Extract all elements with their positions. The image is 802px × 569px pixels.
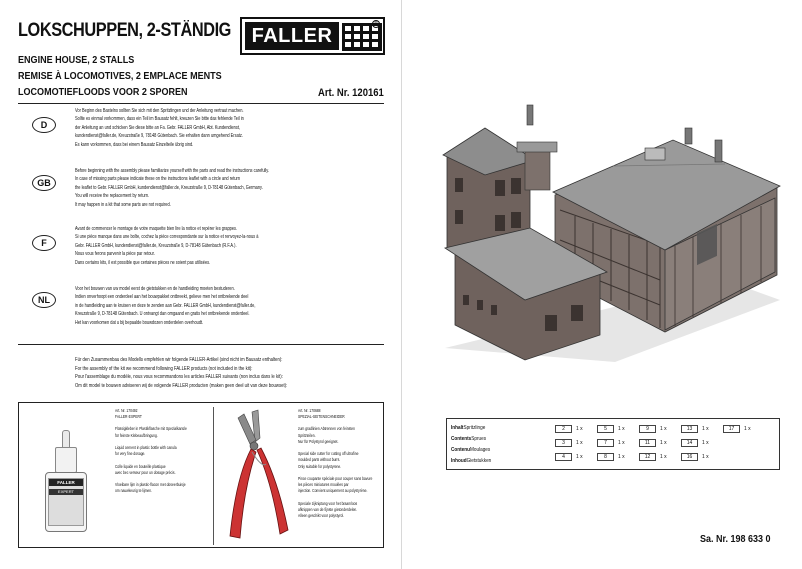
text-line: Before beginning with the assembly please familiarize yourself with the parts and read the instructions carefully. <box>75 168 270 174</box>
sprue-label-bold: Inhoud <box>451 458 467 464</box>
text-line: kundendienst@faller.de, Kreuzstraße 9, 78148 Gütenbach. Sie erhalten dann umgehend Ersatz. <box>75 133 243 140</box>
sprue-label-bold: Inhalt <box>451 425 464 431</box>
text-line: Only suitable for polystyrene. <box>298 463 342 469</box>
text-line: In case of missing parts please indicate these on the instructions leaflet with a circle and return <box>75 176 241 183</box>
sprue-number-cell: 11 <box>639 439 656 447</box>
text-line: for very fine dosage. <box>115 451 146 457</box>
text-line: Voor het bouwen van uw model eerst de gietstukken en de handleiding moeten bestuderen. <box>75 286 235 292</box>
product-1-text <box>115 408 195 495</box>
text-line: It may happen in a kit that some parts are not required. <box>75 201 171 208</box>
sprue-quantity: 1 x <box>702 440 709 446</box>
bottle-label-text: EXPERT <box>49 489 83 495</box>
text-line: Avant de commencer le montage de votre maquette bien lire la notice et repérer les grappes. <box>75 226 238 232</box>
sprue-number-cell: 12 <box>639 453 656 461</box>
text-line: For the assembly of the kit we recommend following FALLER products (not included in the kit): <box>75 365 253 372</box>
text-line: Kreuzstraße 9, D-78148 Gütenbach. U ontvangt dan omgaand en gratis het ontbrekende onderdeel. <box>75 311 250 318</box>
side-cutter-icon <box>222 408 294 543</box>
sprue-quantity: 1 x <box>702 454 709 460</box>
sprue-quantity: 1 x <box>576 426 583 432</box>
product-2-text <box>298 408 378 519</box>
article-number: Art. Nr. 120161 <box>318 87 384 99</box>
subtitle-fr: REMISE À LOCOMOTIVES, 2 EMPLACE MENTS <box>18 70 222 82</box>
sprue-label-nl <box>451 456 541 467</box>
text-line: Pince coupante spéciale pour couper sans bavure <box>298 476 373 482</box>
bottle-label <box>48 478 84 526</box>
text-line: Het kan voorkomen dat u bij bepaalde bouwdozen onderdelen overhoudt. <box>75 319 204 326</box>
text-line: moulded parts without burrs. <box>298 457 341 463</box>
subtitle-en: ENGINE HOUSE, 2 STALLS <box>18 54 135 66</box>
section-divider <box>18 344 384 345</box>
sprue-number-cell: 2 <box>555 425 572 433</box>
sprue-number-cell: 7 <box>597 439 614 447</box>
text-line: Indien onverhoopt een onderdeel aan het bouwpakket ontbreekt, gelieve men het ontbrekende deel <box>75 294 249 301</box>
sprue-contents-table <box>446 418 780 470</box>
text-line: der Anleitung an und schicken Sie diese bitte an Fa. Gebr. FALLER GmbH, Abt. Kundendienst, <box>75 124 241 131</box>
text-line: Flüssigkleber in Plastikflasche mit Spezialkanüle <box>115 426 187 432</box>
subtitle-nl: LOCOMOTIEFLOODS VOOR 2 SPOREN <box>18 86 188 98</box>
product-art-number: Art. Nr. 170688 <box>298 408 321 413</box>
sprue-quantity: 1 x <box>660 454 667 460</box>
sprue-number-cell: 8 <box>597 453 614 461</box>
text-line: Speciale zijkniptang voor het braamloos <box>298 500 358 506</box>
registered-mark-icon: ® <box>372 20 380 28</box>
text-line: Nous vous ferons parvenir la pièce par retour. <box>75 251 155 258</box>
lang-badge-de: D <box>32 117 56 133</box>
text-block-nl <box>75 285 379 327</box>
recommendation-intro <box>75 356 379 390</box>
bottle-nozzle <box>62 430 70 448</box>
text-line: injection. Convient uniquement au polystyrène. <box>298 488 368 494</box>
product-name: FALLER-EXPERT <box>115 414 142 420</box>
text-line: Colle liquide en bouteille plastique <box>115 463 166 469</box>
text-line: Nur für Polystyrol geeignet. <box>298 438 339 444</box>
text-line: the leaflet to Gebr. FALLER GmbH, kundendienst@faller.de, Kreuzstraße 9, D-78148 Gütenbach, Germany. <box>75 184 263 191</box>
text-line: afknippen van de fijnste gietonderdelen. <box>298 507 358 513</box>
lang-badge-gb: GB <box>32 175 56 191</box>
sprue-number-cell: 3 <box>555 439 572 447</box>
sprue-label-bold: Contenu <box>451 447 470 453</box>
sprue-label-rest: Spritzlinge <box>463 425 486 431</box>
sprue-quantity: 1 x <box>744 426 751 432</box>
product-art-number: Art. Nr. 170492 <box>115 408 138 413</box>
faller-logo <box>240 17 385 55</box>
text-line: in de handleiding aan te kruisen en deze te zenden aan Gebr. FALLER GmbH, kundendienst@faller.de, <box>75 302 256 309</box>
text-line: Für den Zusammenbau des Modells empfehlen wir folgende FALLER-Artikel (sind nicht im Bausatz enthalten): <box>75 357 283 363</box>
sprue-label-rest: Sprues <box>471 436 487 442</box>
text-line: Vloeibare lijm in plastic-flacon met doseerbuisje <box>115 482 186 488</box>
header-divider <box>18 103 384 104</box>
sprue-quantity: 1 x <box>576 440 583 446</box>
text-line: Dans certains kits, il est possible que certaines pièces ne soient pas utilisées. <box>75 259 211 266</box>
text-block-de <box>75 107 379 149</box>
text-line: Gebr. FALLER GmbH, kundendienst@faller.de, Kreuzstraße 9, D-78148 Gütenbach (R.F.A.). <box>75 242 237 249</box>
lang-badge-nl: NL <box>32 292 56 308</box>
text-line: für feinste Klebeaufbringung. <box>115 432 158 438</box>
sprue-quantity: 1 x <box>660 440 667 446</box>
lang-badge-fr: F <box>32 235 56 251</box>
sprue-number-cell: 16 <box>681 453 698 461</box>
text-line: Om dit model te bouwen adviseren wij de volgende FALLER producten (maken geen deel uit van deze bouwset): <box>75 382 288 389</box>
text-block-fr <box>75 225 379 267</box>
engine-house-illustration <box>425 100 785 370</box>
text-line: om nauwkeurig te lijmen. <box>115 488 153 494</box>
text-line: zum gradlinien Abtrennen von feinsten <box>298 426 355 432</box>
text-line: Liquid cement in plastic bottle with canula <box>115 445 177 451</box>
sprue-label-fr <box>451 445 541 456</box>
text-line: Si une pièce manque dans une boîte, cochez la pièce correspondante sur la notice et renvoyez-la-nous à <box>75 234 259 241</box>
sprue-quantity: 1 x <box>618 426 625 432</box>
logo-text: FALLER <box>245 22 339 50</box>
sprue-number-cell: 5 <box>597 425 614 433</box>
page-fold <box>401 0 402 569</box>
text-line: Sollte es einmal vorkommen, dass ein Teil im Bausatz fehlt, kreuzen Sie bitte das fehlende Teil in <box>75 116 244 123</box>
text-line: Spritzteilen. <box>298 432 316 438</box>
product-name: SPEZIAL-SEITENSCHNEIDER <box>298 414 345 420</box>
sprue-label-rest: Moulages <box>469 447 491 453</box>
text-line: Alleen geschikt voor polystyrol. <box>298 513 344 519</box>
text-line: You will receive the replacement by return. <box>75 193 150 200</box>
products-divider <box>213 407 214 545</box>
sa-number: Sa. Nr. 198 633 0 <box>700 534 771 545</box>
bottle-cap <box>55 447 77 473</box>
sprue-label-en <box>451 434 541 445</box>
sprue-number-cell: 4 <box>555 453 572 461</box>
sprue-quantity: 1 x <box>618 454 625 460</box>
sprue-number-cell: 13 <box>681 425 698 433</box>
sprue-quantity: 1 x <box>660 426 667 432</box>
text-line: Pour l'assemblage du modèle, nous vous recommandons les articles FALLER suivants (non inclus dans le kit): <box>75 374 283 381</box>
text-line: Special side cutter for cutting off ultrafine <box>298 451 359 457</box>
sprue-quantity: 1 x <box>576 454 583 460</box>
sprue-number-cell: 14 <box>681 439 698 447</box>
sprue-label-rest: Gietstukken <box>466 458 492 464</box>
sprue-label-bold: Contents <box>451 436 472 442</box>
page-title: LOKSCHUPPEN, 2-STÄNDIG <box>18 20 231 41</box>
text-block-gb <box>75 167 379 209</box>
bottle-brand: FALLER <box>49 479 83 486</box>
text-line: Vor Beginn des Bastelns sollten Sie sich mit den Spritzlingen und der Anleitung vertraut machen. <box>75 108 244 114</box>
sprue-quantity: 1 x <box>702 426 709 432</box>
sprue-label-de <box>451 423 541 434</box>
sprue-number-cell: 9 <box>639 425 656 433</box>
text-line: Es kann vorkommen, dass bei einem Bausatz Einzelteile übrig sind. <box>75 141 194 148</box>
sprue-quantity: 1 x <box>618 440 625 446</box>
text-line: les pièces miniatures moulées par <box>298 482 349 488</box>
text-line: avec bec verseur pour un dosage précis. <box>115 469 176 475</box>
sprue-number-cell: 17 <box>723 425 740 433</box>
